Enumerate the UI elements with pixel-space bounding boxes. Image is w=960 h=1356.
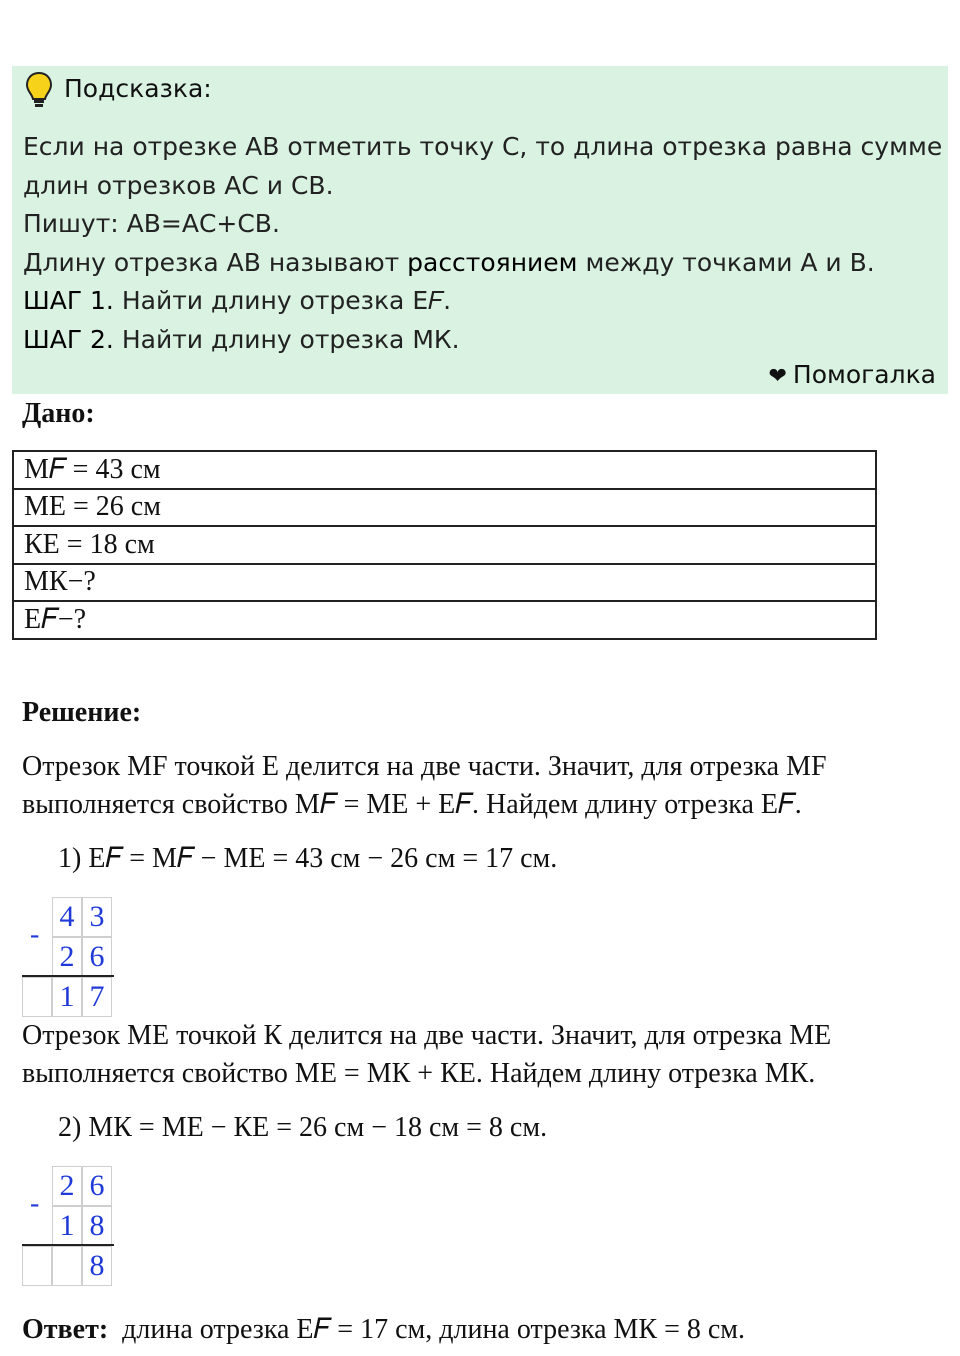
minus-sign: - bbox=[30, 919, 40, 950]
paragraph-line: Отрезок MF точкой Е делится на две части. Значит, для отрезка MF bbox=[22, 751, 827, 782]
hint-text bbox=[23, 128, 942, 359]
step-text: Найти длину отрезка МК. bbox=[113, 324, 460, 354]
digit-cell: 3 bbox=[82, 897, 112, 937]
digit-cell: 8 bbox=[82, 1206, 112, 1246]
digit-cell: 1 bbox=[52, 977, 82, 1017]
digit-cell: 2 bbox=[52, 1166, 82, 1206]
minus-sign: - bbox=[30, 1188, 40, 1219]
digit-cell: 6 bbox=[82, 1166, 112, 1206]
table-row bbox=[13, 489, 876, 527]
digit-cell bbox=[22, 1246, 52, 1286]
digit-cell: 4 bbox=[52, 897, 82, 937]
digit-cell: 2 bbox=[52, 937, 82, 977]
step-label: ШАГ 1. bbox=[23, 286, 114, 315]
lightbulb-icon bbox=[24, 70, 54, 110]
step-label: ШАГ 2. bbox=[23, 324, 114, 354]
given-table bbox=[12, 450, 877, 640]
digit-cell: 8 bbox=[82, 1246, 112, 1286]
hint-step-2 bbox=[23, 321, 942, 360]
digit-cell: 7 bbox=[82, 977, 112, 1017]
table-row bbox=[13, 601, 876, 639]
table-row bbox=[13, 564, 876, 602]
paragraph-line: Отрезок МЕ точкой К делится на две части. Значит, для отрезка МЕ bbox=[22, 1020, 832, 1051]
paragraph-line: выполняется свойство МЕ = МК + КЕ. Найдем длину отрезка МК. bbox=[22, 1058, 816, 1089]
hint-box bbox=[12, 66, 948, 394]
table-row bbox=[13, 526, 876, 564]
given-heading: Дано: bbox=[22, 398, 95, 429]
given-cell: МК−? bbox=[13, 564, 876, 602]
hint-line bbox=[23, 244, 942, 283]
brand-label: Помогалка bbox=[792, 360, 936, 389]
given-cell: Е𝐹−? bbox=[13, 601, 876, 639]
solution-paragraph-2 bbox=[22, 1017, 831, 1093]
answer-text: длина отрезка Е𝐹 = 17 см, длина отрезка МК = 8 см. bbox=[122, 1314, 746, 1345]
digit-cell bbox=[22, 977, 52, 1017]
hint-line: Пишут: АВ=АС+СВ. bbox=[23, 209, 280, 238]
answer bbox=[22, 1314, 745, 1346]
given-cell: КЕ = 18 см bbox=[13, 526, 876, 564]
hint-title: Подсказка: bbox=[64, 74, 212, 103]
table-row bbox=[13, 451, 876, 489]
digit-cell: 1 bbox=[52, 1206, 82, 1246]
hint-bold-term: расстоянием bbox=[407, 247, 578, 277]
hint-line-text: Длину отрезка АВ называют bbox=[23, 247, 408, 277]
solution-heading: Решение: bbox=[22, 697, 142, 728]
solution-step-1: 1) Е𝐹 = М𝐹 − МЕ = 43 см − 26 см = 17 см. bbox=[58, 843, 558, 874]
hint-line: длин отрезков АС и СВ. bbox=[23, 170, 334, 200]
paragraph-line: выполняется свойство М𝐹 = МЕ + Е𝐹. Найдем длину отрезка Е𝐹. bbox=[22, 789, 802, 820]
hint-line-text: между точками А и В. bbox=[577, 247, 875, 277]
given-cell: М𝐹 = 43 см bbox=[13, 451, 876, 489]
step-text: Найти длину отрезка E𝐹. bbox=[113, 286, 452, 315]
digit-cell bbox=[52, 1246, 82, 1286]
given-cell: МЕ = 26 см bbox=[13, 489, 876, 527]
hint-line: Если на отрезке АВ отметить точку С, то длина отрезка равна сумме bbox=[23, 132, 943, 161]
digit-cell: 6 bbox=[82, 937, 112, 977]
answer-label: Ответ: bbox=[22, 1314, 109, 1345]
solution-paragraph-1 bbox=[22, 748, 827, 824]
hint-step-1 bbox=[23, 282, 942, 321]
solution-step-2: 2) МК = МЕ − КЕ = 26 см − 18 см = 8 см. bbox=[58, 1112, 548, 1143]
brand-link[interactable] bbox=[768, 360, 936, 389]
heart-icon: ❤ bbox=[768, 364, 787, 389]
